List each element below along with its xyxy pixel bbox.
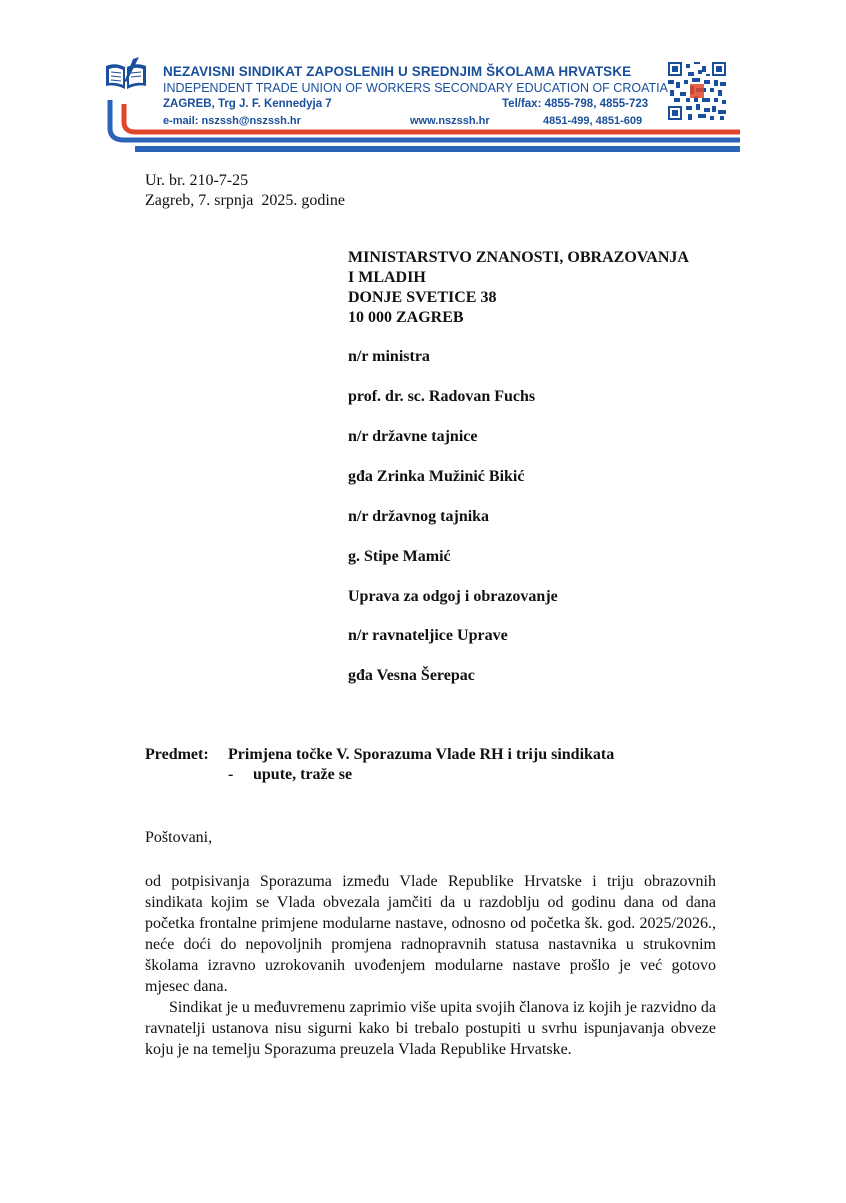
attn-state-secretary-m: n/r državnog tajnika: [348, 508, 490, 525]
reference-number: Ur. br. 210-7-25: [145, 172, 249, 189]
subject-label: Predmet:: [145, 746, 209, 763]
org-phones: 4851-499, 4851-609: [543, 115, 643, 127]
name-director: gđa Vesna Šerepac: [348, 667, 475, 684]
paragraph-2: Sindikat je u međuvremenu zaprimio više upita svojih članova iz kojih je razvidno da ravnatelji ustanova nisu sigurni kako bi trebalo postupiti u svrhu ispunjavanja obveze koju je na temelju Sporazuma preuzela Vlada Republike Hrvatske.: [145, 999, 716, 1058]
salutation: Poštovani,: [145, 829, 213, 846]
subject-line-2: upute, traže se: [253, 766, 353, 783]
recipient-line-1: MINISTARSTVO ZNANOSTI, OBRAZOVANJA: [348, 249, 689, 266]
recipient-line-4: 10 000 ZAGREB: [348, 309, 464, 326]
attn-minister: n/r ministra: [348, 348, 430, 365]
name-state-secretary-m: g. Stipe Mamić: [348, 548, 451, 565]
department: Uprava za odgoj i obrazovanje: [348, 588, 558, 605]
org-telfax: Tel/fax: 4855-798, 4855-723: [502, 98, 649, 110]
recipient-line-2: I MLADIH: [348, 269, 426, 286]
name-state-secretary-f: gđa Zrinka Mužinić Bikić: [348, 468, 525, 485]
org-website: www.nszssh.hr: [410, 115, 490, 127]
subject-dash: -: [228, 766, 234, 783]
org-address: ZAGREB, Trg J. F. Kennedyja 7: [163, 98, 332, 110]
qr-code-icon: [668, 62, 726, 120]
org-name-en: INDEPENDENT TRADE UNION OF WORKERS SECONDARY EDUCATION OF CROATIA: [163, 81, 668, 95]
place-date: Zagreb, 7. srpnja 2025. godine: [145, 192, 345, 209]
org-name-hr: NEZAVISNI SINDIKAT ZAPOSLENIH U SREDNJIM ŠKOLAMA HRVATSKE: [163, 64, 632, 79]
name-minister: prof. dr. sc. Radovan Fuchs: [348, 388, 536, 405]
attn-director: n/r ravnateljice Uprave: [348, 627, 508, 644]
subject-line-1: Primjena točke V. Sporazuma Vlade RH i triju sindikata: [228, 746, 615, 763]
recipient-line-3: DONJE SVETICE 38: [348, 289, 497, 306]
body-text: [145, 871, 716, 1060]
attn-state-secretary-f: n/r državne tajnice: [348, 428, 478, 445]
paragraph-1: od potpisivanja Sporazuma između Vlade Republike Hrvatske i triju obrazovnih sindikata kojim se Vlada obvezala jamčiti da u razdoblju od godinu dana od dana početka frontalne primjene modularne nastave, odnosno od početka šk. god. 2025/2026., neće doći do nepovoljnih promjena radnopravnih statusa nastavnika u strukovnim školama izravno uzrokovanih uvođenjem modularne nastave prošlo je već gotovo mjesec dana.: [145, 873, 716, 995]
org-email: e-mail: nszssh@nszssh.hr: [163, 115, 301, 127]
